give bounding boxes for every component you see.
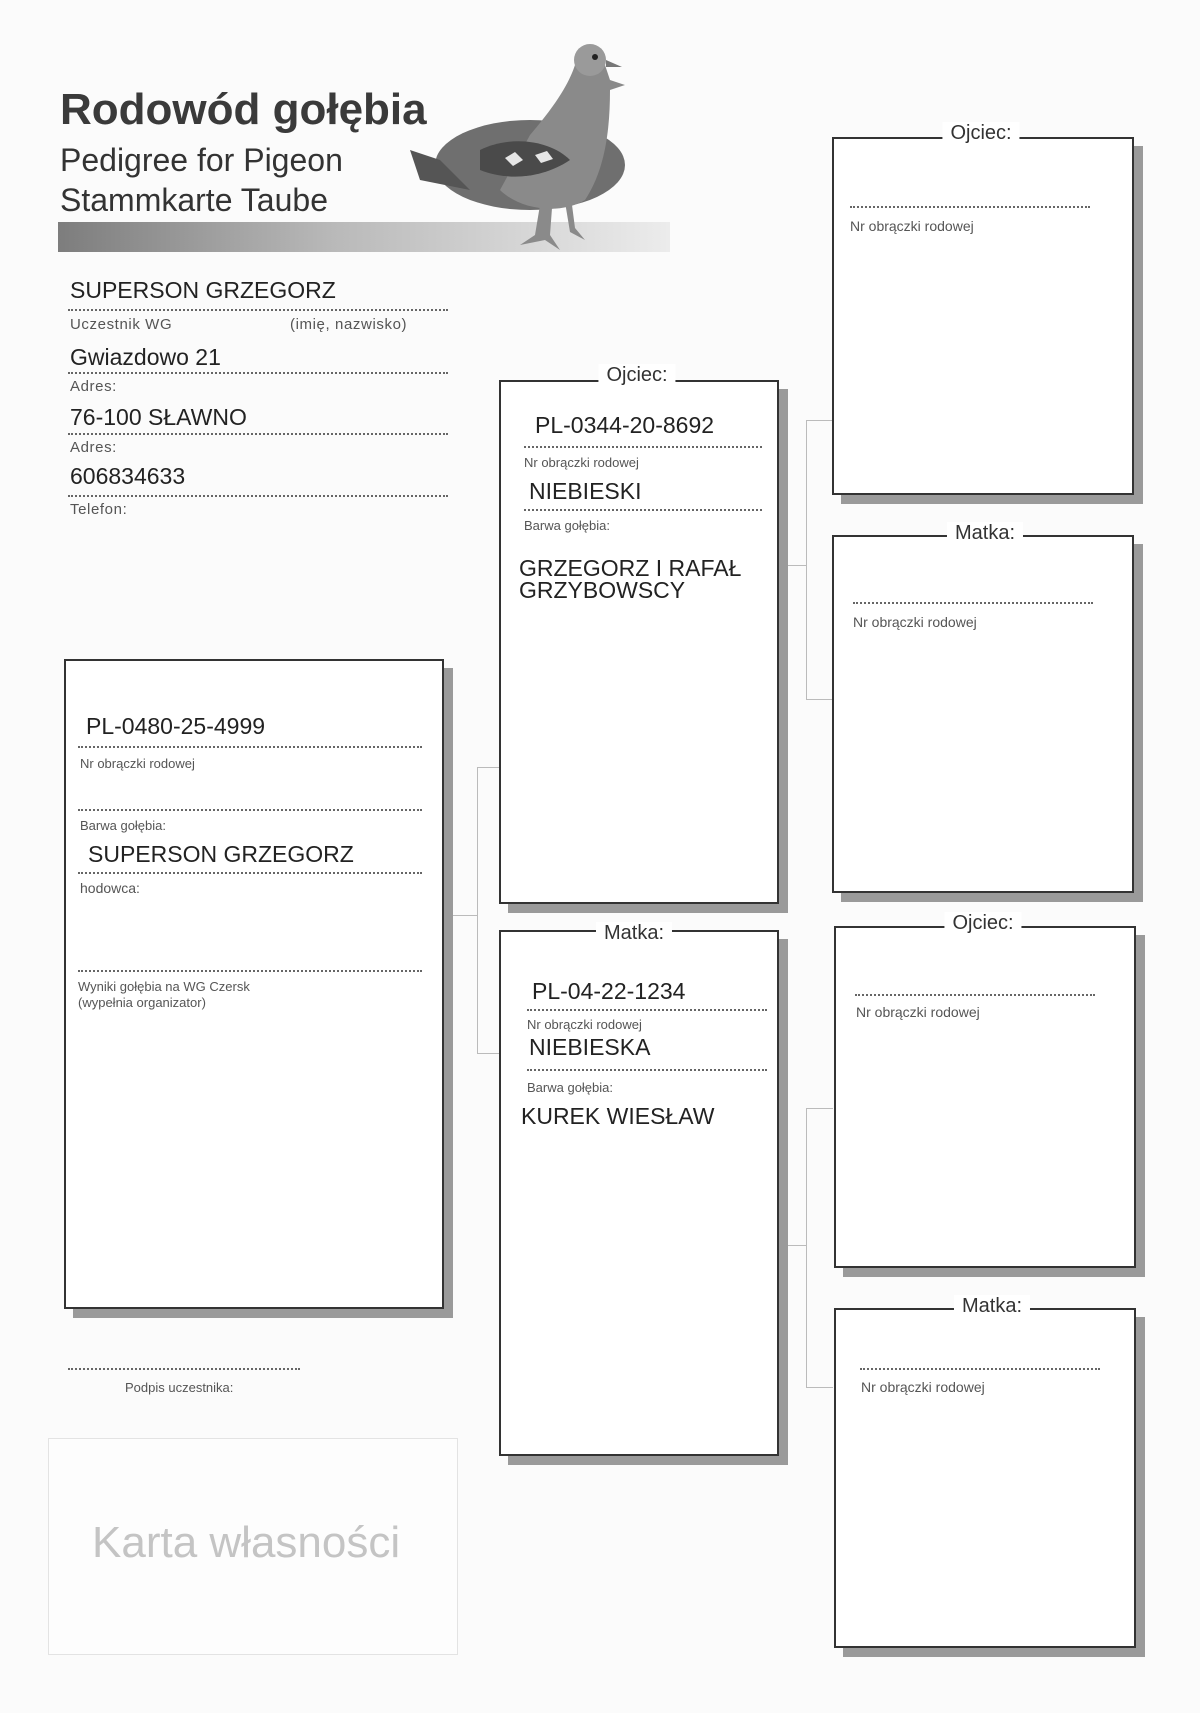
grandfather-paternal-title: Ojciec:	[942, 122, 1019, 145]
father-title: Ojciec:	[598, 364, 675, 387]
father-color-label: Barwa gołębia:	[524, 518, 610, 533]
owner-phone-line	[68, 495, 448, 497]
father-breeder-line-2: GRZYBOWSCY	[519, 577, 686, 603]
signature-line	[68, 1368, 300, 1370]
pigeon-breeder: SUPERSON GRZEGORZ	[88, 841, 354, 867]
owner-address-1-label: Adres:	[70, 378, 117, 395]
pigeon-breeder-line	[78, 872, 422, 874]
father-breeder-line-1: GRZEGORZ I RAFAŁ	[519, 555, 742, 581]
pigeon-color-label: Barwa gołębia:	[80, 818, 166, 833]
grandmother-paternal-card	[832, 535, 1134, 893]
owner-name-line	[68, 309, 448, 311]
connector-parents	[477, 767, 500, 1054]
mother-color-label: Barwa gołębia:	[527, 1080, 613, 1095]
page-subtitle-en: Pedigree for Pigeon	[60, 142, 343, 178]
father-color-line	[524, 509, 762, 511]
grandfather-paternal-ring-label: Nr obrączki rodowej	[850, 218, 974, 234]
owner-phone: 606834633	[70, 463, 186, 489]
connector-father-parents	[806, 420, 833, 700]
father-ring: PL-0344-20-8692	[535, 412, 715, 438]
mother-ring: PL-04-22-1234	[532, 978, 686, 1004]
mother-ring-line	[527, 1009, 767, 1011]
owner-name: SUPERSON GRZEGORZ	[70, 277, 336, 303]
pigeon-results-label-2: (wypełnia organizator)	[78, 995, 206, 1010]
pigeon-color-line	[78, 809, 422, 811]
ownership-card-text: Karta własności	[92, 1518, 401, 1567]
grandfather-paternal-card	[832, 137, 1134, 495]
mother-ring-label: Nr obrączki rodowej	[527, 1017, 642, 1032]
father-ring-line	[524, 446, 762, 448]
grandfather-maternal-ring-line	[855, 994, 1095, 996]
signature-label: Podpis uczestnika:	[125, 1380, 234, 1395]
page-title: Rodowód gołębia	[60, 85, 427, 134]
grandfather-maternal-title: Ojciec:	[944, 912, 1021, 935]
grandfather-paternal-ring-line	[850, 206, 1090, 208]
owner-address-2-line	[68, 433, 448, 435]
grandmother-maternal-title: Matka:	[954, 1295, 1030, 1318]
owner-address-1-line	[68, 372, 448, 374]
connector-main	[440, 915, 477, 916]
pigeon-breeder-label: hodowca:	[80, 880, 140, 896]
connector-mother-parents	[806, 1108, 833, 1388]
owner-address-1: Gwiazdowo 21	[70, 344, 221, 370]
pigeon-ring-label: Nr obrączki rodowej	[80, 756, 195, 771]
owner-phone-label: Telefon:	[70, 501, 128, 518]
connector-father	[776, 565, 806, 566]
father-ring-label: Nr obrączki rodowej	[524, 455, 639, 470]
pigeon-illustration	[410, 40, 680, 255]
owner-address-2-label: Adres:	[70, 439, 117, 456]
owner-name-hint: (imię, nazwisko)	[290, 316, 408, 333]
mother-breeder: KUREK WIESŁAW	[521, 1103, 715, 1129]
father-color: NIEBIESKI	[529, 478, 642, 504]
mother-color: NIEBIESKA	[529, 1034, 651, 1060]
page-subtitle-de: Stammkarte Taube	[60, 182, 328, 218]
grandmother-paternal-title: Matka:	[947, 522, 1023, 545]
mother-title: Matka:	[596, 922, 672, 945]
grandmother-maternal-ring-line	[860, 1368, 1100, 1370]
grandmother-paternal-ring-line	[853, 602, 1093, 604]
grandmother-maternal-ring-label: Nr obrączki rodowej	[861, 1379, 985, 1395]
pigeon-results-label-1: Wyniki gołębia na WG Czersk	[78, 979, 250, 994]
connector-mother	[776, 1245, 806, 1246]
owner-name-label: Uczestnik WG	[70, 316, 173, 333]
grandmother-maternal-card	[834, 1308, 1136, 1648]
grandfather-maternal-ring-label: Nr obrączki rodowej	[856, 1004, 980, 1020]
mother-color-line	[527, 1069, 767, 1071]
owner-address-2: 76-100 SŁAWNO	[70, 404, 247, 430]
grandfather-maternal-card	[834, 926, 1136, 1268]
pigeon-ring: PL-0480-25-4999	[86, 713, 266, 739]
pigeon-results-line	[78, 970, 422, 972]
grandmother-paternal-ring-label: Nr obrączki rodowej	[853, 614, 977, 630]
pigeon-ring-line	[78, 746, 422, 748]
